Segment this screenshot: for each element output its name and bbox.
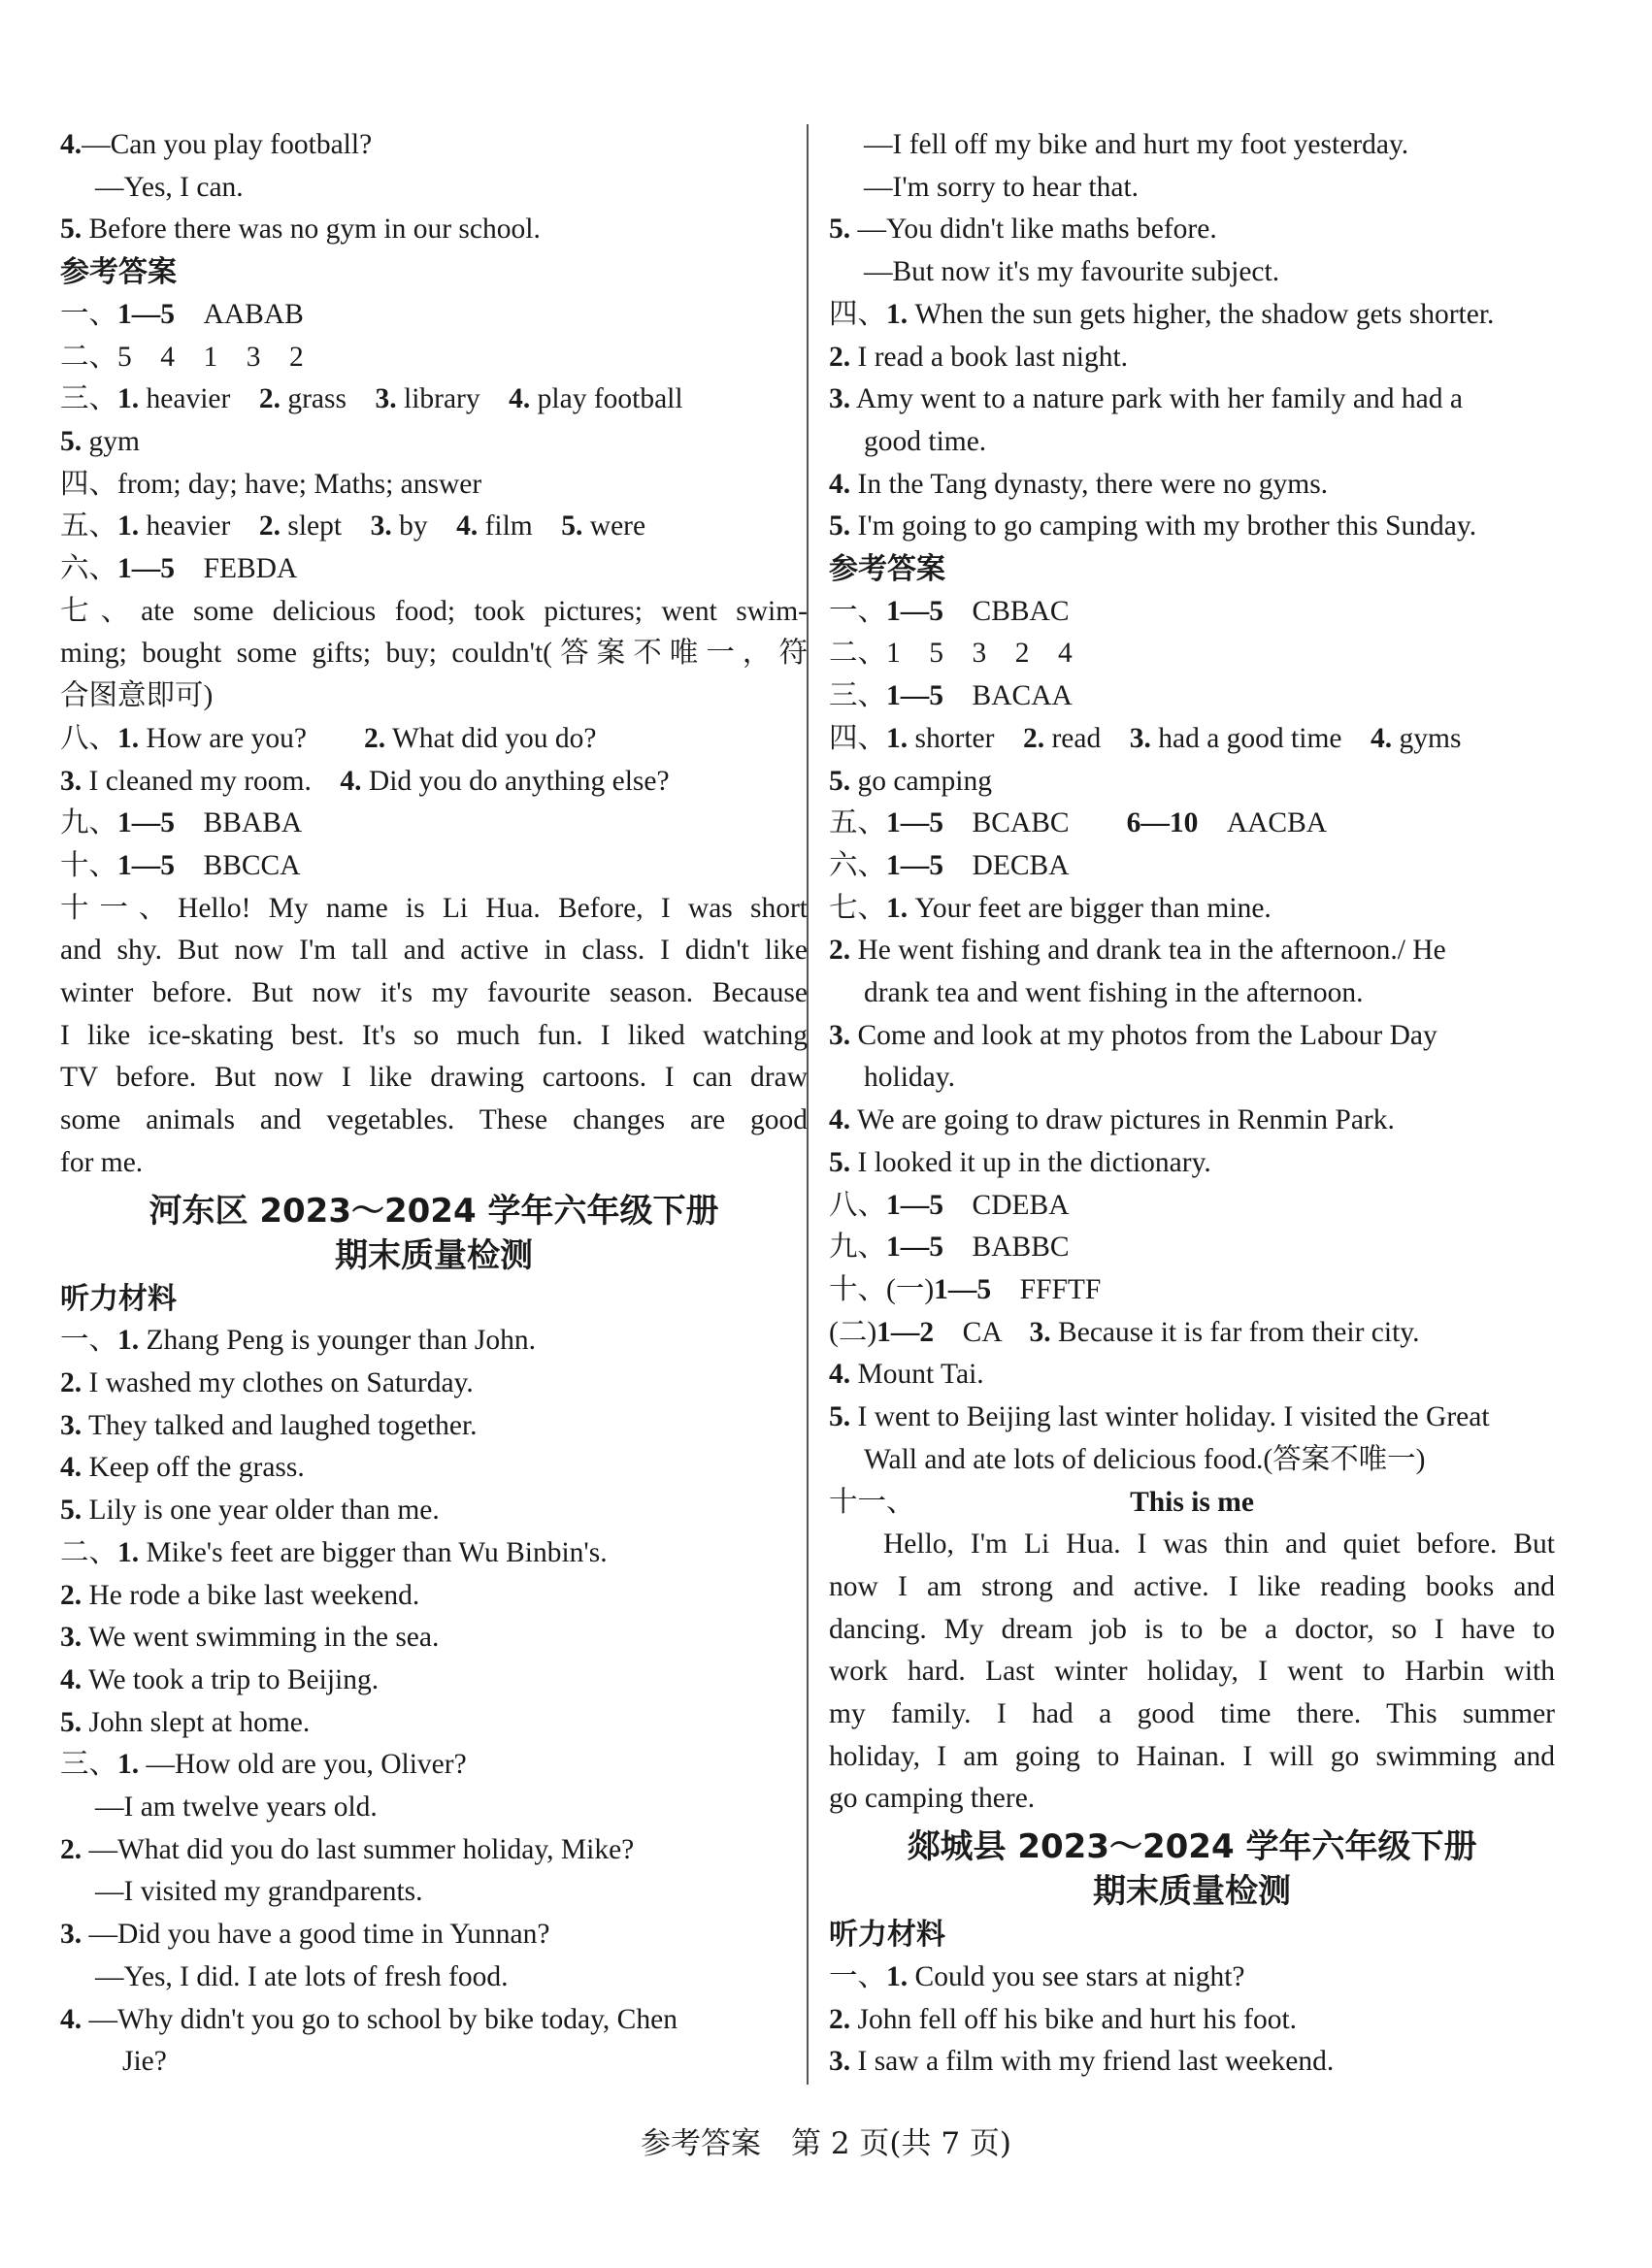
text-line: Jie? — [122, 2046, 167, 2078]
text-line: 5. I'm going to go camping with my brother this Sunday. — [829, 510, 1477, 542]
answer-line: Wall and ate lots of delicious food.(答案不唯一) — [864, 1443, 1426, 1475]
text-line: 5. —You didn't like maths before. — [829, 214, 1217, 246]
answer-line: 六、1—5 FEBDA — [60, 553, 298, 585]
answer-line: 四、1. shorter 2. read 3. had a good time 4. gyms — [829, 722, 1462, 754]
essay-line: work hard. Last winter holiday, I went to Harbin with — [829, 1656, 1555, 1688]
section-heading: 参考答案 — [60, 255, 177, 290]
essay-title: This is me — [1130, 1486, 1254, 1518]
answer-line: 一、1—5 AABAB — [60, 298, 304, 330]
text-line: 4. Keep off the grass. — [60, 1452, 305, 1484]
text-line: —But now it's my favourite subject. — [864, 256, 1280, 288]
text-line: 三、1. —How old are you, Oliver? — [60, 1749, 467, 1781]
answer-line: 九、1—5 BBABA — [60, 807, 303, 839]
answer-line: 5. gym — [60, 425, 140, 457]
essay-line: dancing. My dream job is to be a doctor, so I have to — [829, 1613, 1555, 1645]
answer-line: 十、1—5 BBCCA — [60, 849, 301, 881]
section-heading: 参考答案 — [829, 552, 945, 587]
essay-line: some animals and vegetables. These changes are good — [60, 1104, 808, 1136]
answer-line: 一、1—5 CBBAC — [829, 595, 1070, 627]
answer-line: 九、1—5 BABBC — [829, 1232, 1070, 1264]
text-line: —Yes, I did. I ate lots of fresh food. — [95, 1960, 509, 1992]
answer-line: 八、1—5 CDEBA — [829, 1189, 1070, 1221]
answer-line: drank tea and went fishing in the afternoon. — [864, 977, 1364, 1009]
answer-line: 七、ate some delicious food; took pictures; went swim- — [60, 595, 808, 627]
answer-line: 5. I went to Beijing last winter holiday. I visited the Great — [829, 1401, 1490, 1433]
essay-line: for me. — [60, 1146, 144, 1178]
text-line: 5. Lily is one year older than me. — [60, 1495, 440, 1527]
text-line: 2. I washed my clothes on Saturday. — [60, 1366, 474, 1398]
text-line: —I visited my grandparents. — [95, 1876, 423, 1908]
text-line: 二、1. Mike's feet are bigger than Wu Binbin's. — [60, 1536, 608, 1568]
section-heading: 听力材料 — [60, 1281, 177, 1316]
left-column — [60, 124, 808, 2084]
answer-line: 4. We are going to draw pictures in Renmin Park. — [829, 1104, 1395, 1136]
text-line: 5. Before there was no gym in our school. — [60, 214, 541, 246]
essay-line: and shy. But now I'm tall and active in class. I didn't like — [60, 935, 808, 967]
text-line: —I am twelve years old. — [95, 1791, 378, 1824]
text-line: 3. They talked and laughed together. — [60, 1409, 478, 1441]
text-line: 一、1. Could you see stars at night? — [829, 1960, 1245, 1992]
exam-title: 河东区 2023～2024 学年六年级下册 — [149, 1191, 719, 1231]
answer-line: holiday. — [864, 1062, 955, 1094]
answer-line: 六、1—5 DECBA — [829, 849, 1070, 881]
answer-line: 5. go camping — [829, 765, 992, 797]
essay-line: I like ice-skating best. It's so much fun. I liked watching — [60, 1019, 808, 1051]
answer-line: 五、1. heavier 2. slept 3. by 4. film 5. were — [60, 510, 646, 542]
text-line: 2. —What did you do last summer holiday, Mike? — [60, 1833, 635, 1865]
text-line: —I'm sorry to hear that. — [864, 171, 1140, 203]
essay-line: my family. I had a good time there. This summer — [829, 1698, 1555, 1730]
text-line: 3. —Did you have a good time in Yunnan? — [60, 1919, 550, 1951]
essay-line: 十一、Hello! My name is Li Hua. Before, I was short — [60, 892, 808, 924]
text-line: 3. Amy went to a nature park with her family and had a — [829, 383, 1463, 415]
answer-line: 三、1—5 BACAA — [829, 680, 1073, 712]
answer-line: 七、1. Your feet are bigger than mine. — [829, 892, 1272, 924]
answer-line: 3. I cleaned my room. 4. Did you do anything else? — [60, 765, 670, 797]
text-line: 2. He rode a bike last weekend. — [60, 1579, 420, 1611]
text-line: 2. John fell off his bike and hurt his foot. — [829, 2003, 1298, 2035]
answer-line: 二、5 4 1 3 2 — [60, 341, 304, 373]
essay-line: now I am strong and active. I like reading books and — [829, 1570, 1555, 1602]
text-line: 3. I saw a film with my friend last weekend. — [829, 2046, 1335, 2078]
answer-line: 3. Come and look at my photos from the Labour Day — [829, 1019, 1437, 1051]
exam-subtitle: 期末质量检测 — [1093, 1872, 1291, 1912]
text-line: good time. — [864, 425, 987, 457]
answer-line: 十、(一)1—5 FFFTF — [829, 1273, 1102, 1305]
text-line: 4. —Why didn't you go to school by bike today, Chen — [60, 2003, 677, 2035]
text-line: 3. We went swimming in the sea. — [60, 1622, 440, 1654]
text-line: —Yes, I can. — [95, 171, 244, 203]
answer-line: 5. I looked it up in the dictionary. — [829, 1146, 1211, 1178]
answer-line: 二、1 5 3 2 4 — [829, 638, 1073, 670]
page-footer: 参考答案 第 2 页(共 7 页) — [640, 2126, 1012, 2161]
answer-line: 合图意即可) — [60, 680, 214, 712]
exam-subtitle: 期末质量检测 — [335, 1235, 533, 1275]
text-line: 四、1. When the sun gets higher, the shadow gets shorter. — [829, 298, 1495, 330]
text-line: 4.—Can you play football? — [60, 129, 373, 160]
essay-line: TV before. But now I like drawing cartoons. I can draw — [60, 1062, 808, 1094]
answer-line: 4. Mount Tai. — [829, 1359, 984, 1391]
text-line: 4. We took a trip to Beijing. — [60, 1663, 380, 1695]
essay-line: winter before. But now it's my favourite season. Because — [60, 977, 808, 1009]
essay-line: holiday, I am going to Hainan. I will go swimming and — [829, 1740, 1555, 1772]
answer-line: (二)1—2 CA 3. Because it is far from their city. — [829, 1316, 1420, 1348]
text-line: 5. John slept at home. — [60, 1706, 311, 1738]
text-line: 一、1. Zhang Peng is younger than John. — [60, 1325, 536, 1357]
section-heading: 听力材料 — [829, 1918, 945, 1953]
essay-line: go camping there. — [829, 1783, 1036, 1815]
right-column — [829, 124, 1555, 2084]
text-line: —I fell off my bike and hurt my foot yesterday. — [864, 129, 1409, 160]
answer-line: 2. He went fishing and drank tea in the afternoon./ He — [829, 935, 1446, 967]
answer-line: 四、from; day; have; Maths; answer — [60, 468, 482, 500]
answer-line: 三、1. heavier 2. grass 3. library 4. play football — [60, 383, 683, 415]
essay-heading: 十一、 This is me — [829, 1482, 1555, 1525]
text-line: 2. I read a book last night. — [829, 341, 1129, 373]
text-line: 4. In the Tang dynasty, there were no gyms. — [829, 468, 1329, 500]
answer-line: 五、1—5 BCABC 6—10 AACBA — [829, 807, 1328, 839]
essay-line: Hello, I'm Li Hua. I was thin and quiet before. But — [883, 1528, 1555, 1561]
exam-title: 郯城县 2023～2024 学年六年级下册 — [907, 1827, 1477, 1867]
answer-line: 八、1. How are you? 2. What did you do? — [60, 722, 597, 754]
answer-line: ming; bought some gifts; buy; couldn't(答案不唯一，符 — [60, 638, 808, 670]
